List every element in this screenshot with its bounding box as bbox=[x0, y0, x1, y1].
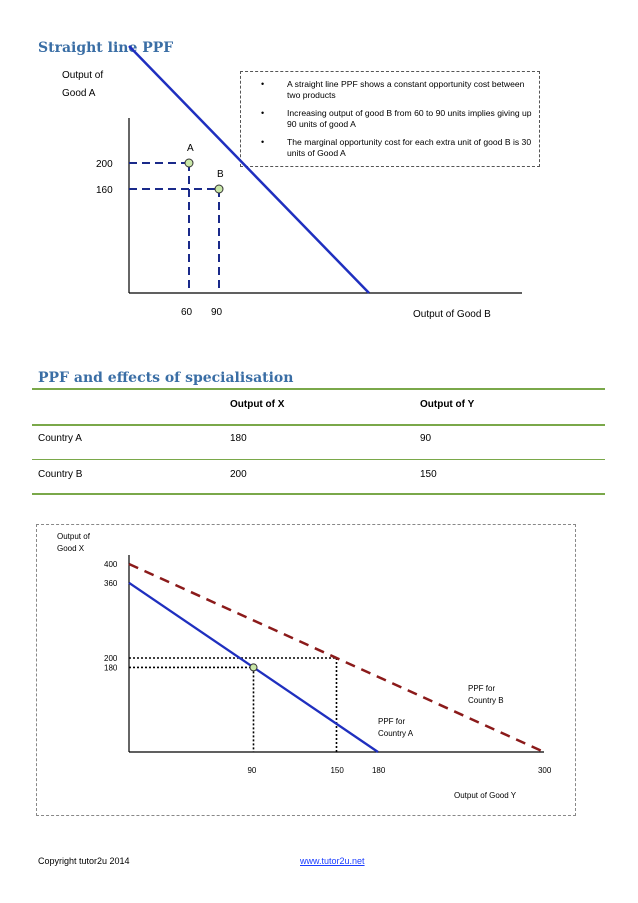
label-ppf-country-a-line1: PPF for bbox=[378, 717, 406, 726]
label-ppf-country-b-line1: PPF for bbox=[468, 684, 496, 693]
point-label: A bbox=[187, 143, 194, 154]
chart2-lines bbox=[129, 564, 544, 752]
table-cell-b-x: 200 bbox=[230, 469, 247, 480]
x-tick-label: 90 bbox=[211, 307, 223, 318]
table-cell-a-y: 90 bbox=[420, 433, 432, 444]
section-heading-straight-line-ppf: Straight line PPF bbox=[38, 40, 174, 56]
y-tick-label: 400 bbox=[104, 560, 118, 569]
y-tick-label: 180 bbox=[104, 663, 118, 673]
chart1-x-axis-label: Output of Good B bbox=[413, 309, 491, 320]
chart1-y-axis-label-line1: Output of bbox=[62, 70, 104, 81]
x-tick-label: 90 bbox=[247, 766, 257, 775]
chart1-y-axis-label-line2: Good A bbox=[62, 88, 96, 99]
label-ppf-country-b-line2: Country B bbox=[468, 696, 504, 705]
x-tick-label: 150 bbox=[330, 766, 344, 775]
chart2-x-axis-label: Output of Good Y bbox=[454, 791, 517, 800]
chart2-y-axis-label-line1: Output of bbox=[57, 532, 90, 541]
y-tick-label: 360 bbox=[104, 578, 118, 588]
table-cell-country-b: Country B bbox=[38, 469, 83, 480]
bullet-icon: • bbox=[261, 79, 265, 89]
note-text: A straight line PPF shows a constant opportunity cost between two products bbox=[287, 79, 525, 100]
table-header-output-y: Output of Y bbox=[420, 399, 475, 410]
label-ppf-country-b bbox=[468, 683, 504, 707]
note-text: Increasing output of good B from 60 to 90 units implies giving up 90 units of good A bbox=[287, 108, 532, 129]
point-marker bbox=[250, 664, 257, 671]
bullet-icon: • bbox=[261, 137, 265, 147]
footer-link[interactable]: www.tutor2u.net bbox=[300, 856, 365, 866]
chart2-guides bbox=[129, 658, 336, 752]
chart2-points bbox=[250, 664, 257, 671]
bullet-icon: • bbox=[261, 108, 265, 118]
point-label: B bbox=[217, 169, 224, 180]
table-cell-country-a: Country A bbox=[38, 433, 82, 444]
footer-copyright: Copyright tutor2u 2014 bbox=[38, 856, 130, 866]
chart2-y-axis-label-line2: Good X bbox=[57, 544, 85, 553]
label-ppf-country-a-line2: Country A bbox=[378, 729, 414, 738]
y-tick-label: 200 bbox=[96, 159, 113, 170]
section-heading-specialisation: PPF and effects of specialisation bbox=[38, 370, 294, 386]
note-text: The marginal opportunity cost for each extra unit of good B is 30 units of Good A bbox=[287, 137, 532, 158]
table-header-output-x: Output of X bbox=[230, 399, 285, 410]
x-tick-label: 180 bbox=[371, 766, 386, 775]
table-cell-b-y: 150 bbox=[420, 469, 437, 480]
label-ppf-country-a bbox=[378, 716, 413, 740]
x-tick-label: 60 bbox=[181, 307, 193, 318]
chart2-labels bbox=[104, 560, 552, 775]
y-tick-label: 200 bbox=[104, 654, 118, 663]
x-tick-label: 300 bbox=[537, 766, 552, 775]
table-cell-a-x: 180 bbox=[230, 433, 247, 444]
y-tick-label: 160 bbox=[96, 185, 113, 196]
